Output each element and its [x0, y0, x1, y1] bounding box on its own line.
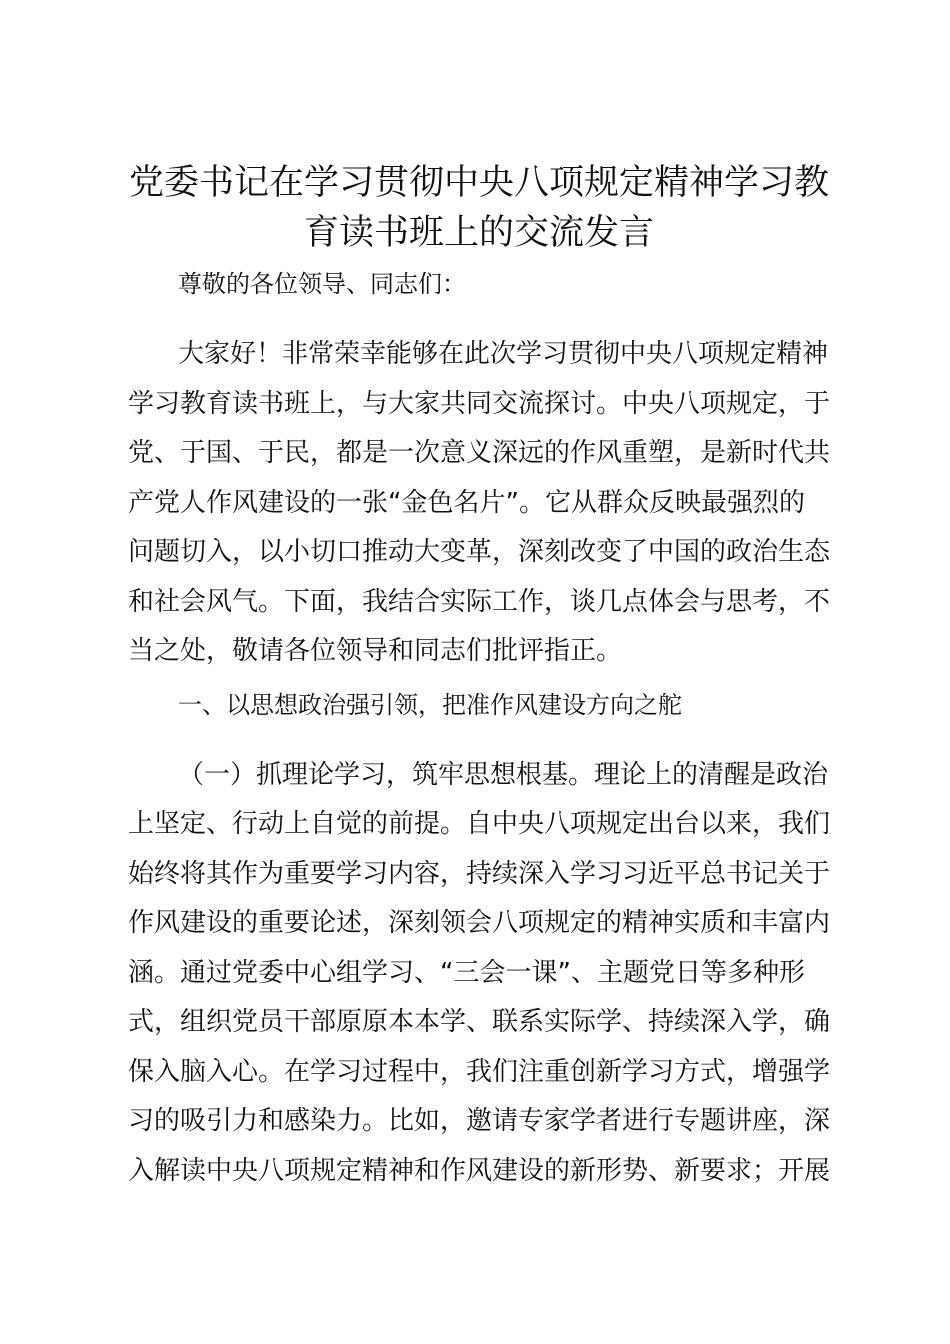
section-heading: 一、以思想政治强引领，把准作风建设方向之舵	[178, 690, 682, 719]
text-line: （一）抓理论学习，筑牢思想根基。理论上的清醒是政治	[178, 759, 829, 790]
text-line: 涵。通过党委中心组学习、“三会一课”、主题党日等多种形	[128, 957, 805, 988]
text-line: 上坚定、行动上自觉的前提。自中央八项规定出台以来，我们	[128, 809, 831, 839]
title-line: 育读书班上的交流发言	[303, 213, 654, 253]
text-line: 问题切入，以小切口推动大变革，深刻改变了中国的政治生态	[128, 537, 831, 567]
text-line: 作风建设的重要论述，深刻领会八项规定的精神实质和丰富内	[128, 908, 831, 938]
text-line: 保入脑入心。在学习过程中，我们注重创新学习方式，增强学	[128, 1056, 831, 1087]
text-line: 学习教育读书班上，与大家共同交流探讨。中央八项规定，于	[128, 388, 831, 419]
document-page	[128, 158, 830, 1196]
text-line: 党、于国、于民，都是一次意义深远的作风重塑，是新时代共	[128, 438, 831, 468]
title-line: 党委书记在学习贯彻中央八项规定精神学习教	[128, 163, 829, 203]
paragraph-opening	[128, 330, 830, 677]
text-line: 和社会风气。下面，我结合实际工作，谈几点体会与思考，不	[128, 586, 831, 617]
text-line: 产党人作风建设的一张“金色名片”。它从群众反映最强烈的	[128, 487, 805, 518]
text-line: 入解读中央八项规定精神和作风建设的新形势、新要求；开展	[128, 1155, 831, 1186]
paragraph-theory-study	[128, 751, 830, 1197]
text-line: 式，组织党员干部原原本本学、联系实际学、持续深入学，确	[128, 1007, 831, 1037]
text-line: 当之处，敬请各位领导和同志们批评指正。	[128, 636, 623, 666]
salutation: 尊敬的各位领导、同志们：	[178, 270, 466, 298]
text-line: 习的吸引力和感染力。比如，邀请专家学者进行专题讲座，深	[128, 1106, 831, 1136]
text-line: 始终将其作为重要学习内容，持续深入学习习近平总书记关于	[128, 858, 831, 889]
text-line: 大家好！非常荣幸能够在此次学习贯彻中央八项规定精神	[178, 339, 829, 369]
document-title	[122, 158, 836, 258]
